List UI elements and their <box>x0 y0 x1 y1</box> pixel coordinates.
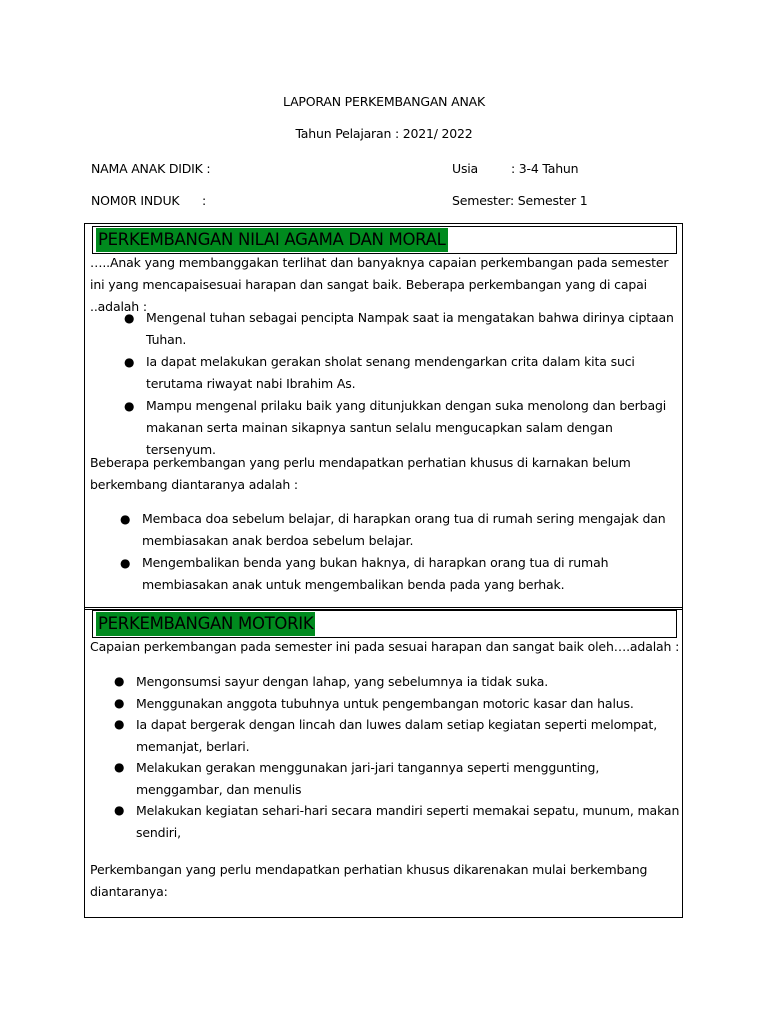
list-item: ● Menggunakan anggota tubuhnya untuk pengembangan motoric kasar dan halus. <box>136 693 682 715</box>
semester-value: : Semester 1 <box>510 193 588 208</box>
section1-intro: …..Anak yang membanggakan terlihat dan banyaknya capaian perkembangan pada semester ini yang mencapaisesuai harapan dan sangat baik. Beberapa perkembangan yang di capai ..adalah : <box>90 255 669 314</box>
section-religious-moral-heading: PERKEMBANGAN NILAI AGAMA DAN MORAL <box>96 228 448 252</box>
section1-attention-intro: Beberapa perkembangan yang perlu mendapatkan perhatian khusus di karnakan belum berkembang diantaranya adalah : <box>90 455 631 492</box>
bullet-icon: ● <box>120 512 131 526</box>
section2-attention-intro: Perkembangan yang perlu mendapatkan perhatian khusus dikarenakan mulai berkembang diantaranya: <box>90 862 648 899</box>
age-value: : 3-4 Tahun <box>511 161 579 176</box>
bullet-icon: ● <box>114 717 125 731</box>
list-item: ● Mampu mengenal prilaku baik yang ditunjukkan dengan suka menolong dan berbagi makanan serta mainan sikapnya santun selalu mengucapkan salam dengan tersenyum. <box>146 395 682 461</box>
semester-label: Semester <box>452 193 511 208</box>
list-item: ● Ia dapat bergerak dengan lincah dan luwes dalam setiap kegiatan seperti melompat, memanjat, berlari. <box>136 714 682 757</box>
section-religious-moral-heading-frame <box>92 226 677 254</box>
bullet-icon: ● <box>114 760 125 774</box>
report-title: LAPORAN PERKEMBANGAN ANAK <box>283 94 485 109</box>
list-item: ● Melakukan kegiatan sehari-hari secara mandiri seperti memakai sepatu, munum, makan sendiri, <box>136 800 682 843</box>
bullet-icon: ● <box>114 674 125 688</box>
bullet-icon: ● <box>124 311 135 325</box>
bullet-icon: ● <box>124 399 135 413</box>
section1-attention-list <box>120 508 672 596</box>
age-label: Usia <box>452 161 478 176</box>
section-motor-heading-frame <box>92 610 677 638</box>
section-motor-heading: PERKEMBANGAN MOTORIK <box>96 612 315 636</box>
bullet-icon: ● <box>124 355 135 369</box>
student-id-colon: : <box>202 193 207 208</box>
list-item: ● Mengembalikan benda yang bukan haknya, di harapkan orang tua di rumah membiasakan anak untuk mengembalikan benda pada yang berhak. <box>142 552 672 596</box>
list-item: ● Mengenal tuhan sebagai pencipta Nampak saat ia mengatakan bahwa dirinya ciptaan Tuhan. <box>146 307 682 351</box>
student-name-label: NAMA ANAK DIDIK : <box>91 161 211 176</box>
section2-achievement-list <box>114 671 682 843</box>
academic-year: Tahun Pelajaran : 2021/ 2022 <box>295 126 473 141</box>
list-item: ● Melakukan gerakan menggunakan jari-jari tangannya seperti menggunting, menggambar, dan menulis <box>136 757 682 800</box>
student-id-label: NOM0R INDUK <box>91 193 180 208</box>
bullet-icon: ● <box>120 556 131 570</box>
bullet-icon: ● <box>114 803 125 817</box>
section1-achievement-list <box>124 307 682 461</box>
bullet-icon: ● <box>114 695 125 710</box>
list-item: ● Mengonsumsi sayur dengan lahap, yang sebelumnya ia tidak suka. <box>136 671 682 693</box>
list-item: ● Membaca doa sebelum belajar, di harapkan orang tua di rumah sering mengajak dan membiasakan anak berdoa sebelum belajar. <box>142 508 672 552</box>
section2-intro: Capaian perkembangan pada semester ini pada sesuai harapan dan sangat baik oleh….adalah : <box>90 639 680 654</box>
list-item: ● Ia dapat melakukan gerakan sholat senang mendengarkan crita dalam kita suci terutama riwayat nabi Ibrahim As. <box>146 351 682 395</box>
